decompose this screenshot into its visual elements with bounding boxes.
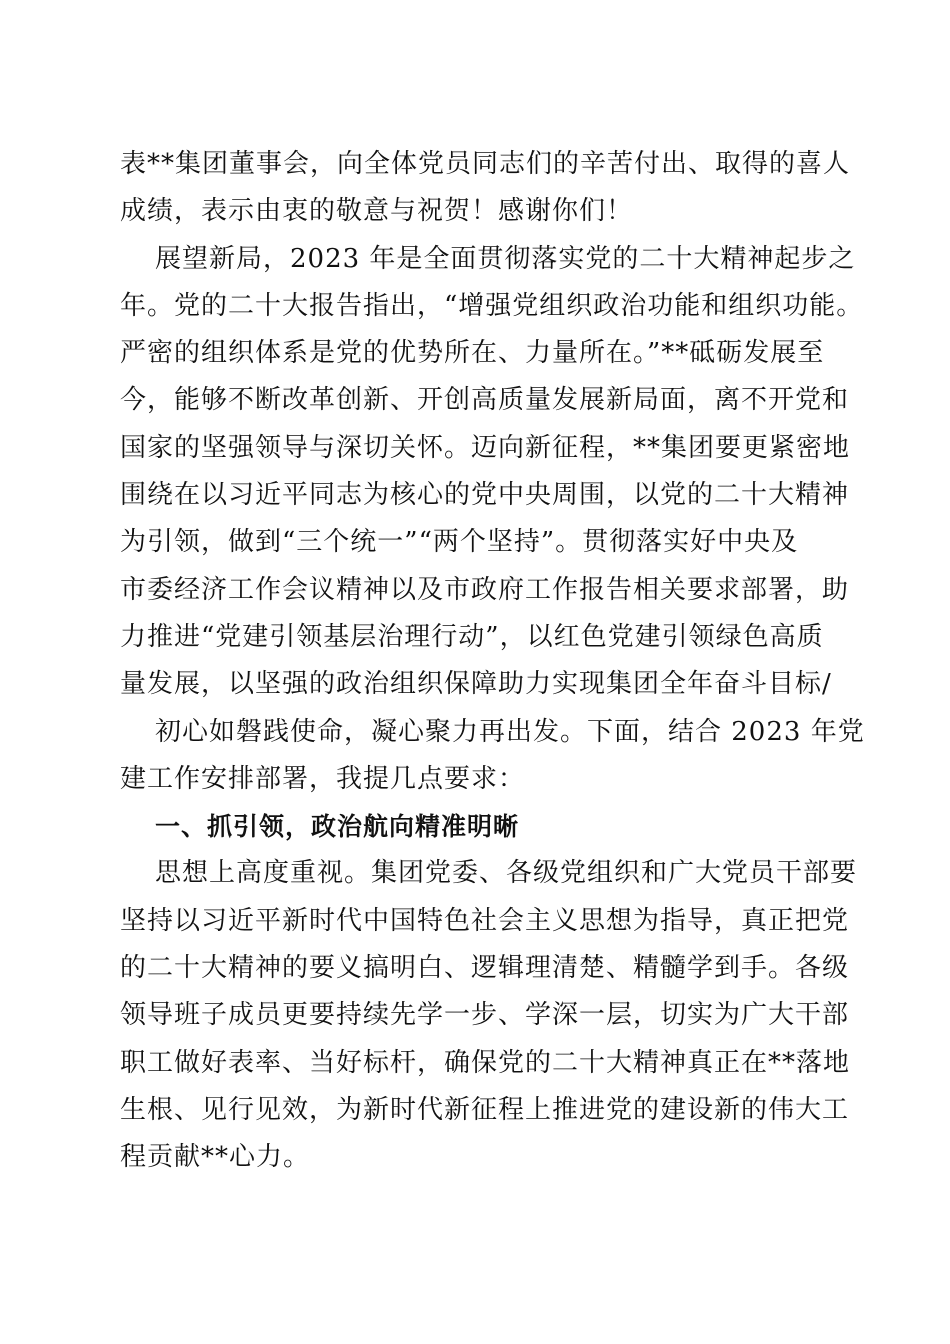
section-heading: 一、抓引领，政治航向精准明晰 (155, 812, 520, 842)
paragraph-line: 围绕在以习近平同志为核心的党中央周围，以党的二十大精神 (120, 480, 850, 511)
paragraph-line: 程贡献**心力。 (120, 1142, 311, 1173)
paragraph-line: 表**集团董事会，向全体党员同志们的辛苦付出、取得的喜人 (120, 149, 851, 179)
document-body (120, 141, 865, 1182)
paragraph-line: 职工做好表率、当好标杆，确保党的二十大精神真正在**落地 (120, 1047, 851, 1078)
paragraph-line: 年。党的二十大报告指出，“增强党组织政治功能和组织功能。 (120, 290, 864, 321)
paragraph-line: 为引领，做到“三个统一”“两个坚持”。贯彻落实好中央及 (120, 527, 799, 558)
paragraph-line: 生根、见行见效，为新时代新征程上推进党的建设新的伟大工 (120, 1094, 850, 1125)
paragraph-line: 市委经济工作会议精神以及市政府工作报告相关要求部署，助 (120, 574, 850, 605)
paragraph-line: 领导班子成员更要持续先学一步、学深一层，切实为广大干部 (120, 1000, 850, 1031)
paragraph-line: 思想上高度重视。集团党委、各级党组织和广大党员干部要 (155, 858, 858, 889)
paragraph-line: 初心如磐践使命，凝心聚力再出发。下面，结合 2023 年党 (155, 716, 865, 747)
paragraph-line: 量发展，以坚强的政治组织保障助力实现集团全年奋斗目标/ (120, 669, 832, 700)
paragraph-line: 的二十大精神的要义搞明白、逻辑理清楚、精髓学到手。各级 (120, 953, 850, 984)
paragraph-line: 展望新局，2023 年是全面贯彻落实党的二十大精神起步之 (155, 243, 856, 274)
paragraph-line: 坚持以习近平新时代中国特色社会主义思想为指导，真正把党 (120, 905, 850, 936)
paragraph-line: 建工作安排部署，我提几点要求： (120, 763, 526, 794)
paragraph-line: 严密的组织体系是党的优势所在、力量所在。”**砥砺发展至 (120, 338, 825, 369)
paragraph-line: 今，能够不断改革创新、开创高质量发展新局面，离不开党和 (120, 385, 850, 416)
paragraph-line: 国家的坚强领导与深切关怀。迈向新征程，**集团要更紧密地 (120, 432, 851, 463)
paragraph-line: 力推进“党建引领基层治理行动”，以红色党建引领绿色高质 (120, 621, 824, 652)
paragraph-line: 成绩，表示由衷的敬意与祝贺！感谢你们！ (120, 196, 634, 227)
